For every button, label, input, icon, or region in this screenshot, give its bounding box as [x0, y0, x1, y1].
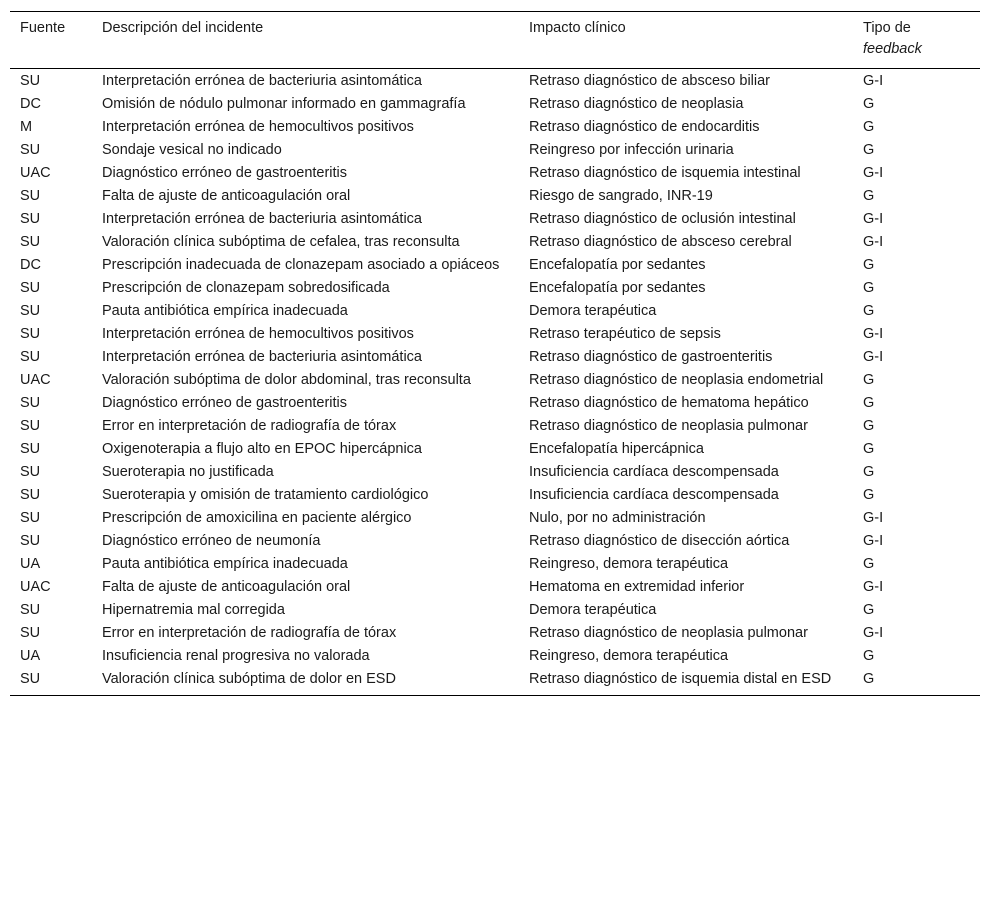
cell-fuente: UAC [20, 372, 51, 388]
cell-descripcion: Diagnóstico erróneo de gastroenteritis [102, 165, 348, 181]
cell-descripcion: Diagnóstico erróneo de neumonía [102, 533, 321, 549]
cell-fuente: SU [20, 280, 41, 296]
cell-tipo: G [863, 303, 875, 319]
cell-fuente: SU [20, 395, 41, 411]
cell-descripcion: Prescripción inadecuada de clonazepam asociado a opiáceos [102, 257, 500, 273]
cell-tipo: G [863, 441, 875, 457]
cell-impacto: Retraso diagnóstico de neoplasia pulmonar [529, 625, 808, 641]
table-row [10, 668, 980, 696]
cell-impacto: Retraso diagnóstico de absceso cerebral [529, 234, 792, 250]
cell-descripcion: Prescripción de clonazepam sobredosificada [102, 280, 390, 296]
table-row [10, 369, 980, 392]
cell-impacto: Retraso diagnóstico de hematoma hepático [529, 395, 809, 411]
cell-fuente: SU [20, 625, 41, 641]
cell-tipo: G-I [863, 533, 884, 549]
cell-impacto: Retraso diagnóstico de absceso biliar [529, 73, 770, 89]
cell-descripcion: Sondaje vesical no indicado [102, 142, 282, 158]
cell-tipo: G [863, 671, 875, 687]
cell-tipo: G [863, 280, 875, 296]
table-row [10, 392, 980, 415]
cell-tipo: G [863, 556, 875, 572]
cell-fuente: SU [20, 142, 41, 158]
table-row [10, 254, 980, 277]
table-row [10, 461, 980, 484]
cell-fuente: SU [20, 487, 41, 503]
table-row [10, 599, 980, 622]
cell-tipo: G-I [863, 349, 884, 365]
cell-tipo: G [863, 257, 875, 273]
cell-impacto: Reingreso, demora terapéutica [529, 556, 729, 572]
cell-descripcion: Valoración subóptima de dolor abdominal, tras reconsulta [102, 372, 471, 388]
cell-fuente: M [20, 119, 33, 135]
cell-tipo: G [863, 96, 875, 112]
cell-impacto: Retraso diagnóstico de disección aórtica [529, 533, 790, 549]
header-fuente: Fuente [20, 20, 66, 36]
cell-descripcion: Falta de ajuste de anticoagulación oral [102, 579, 351, 595]
cell-impacto: Insuficiencia cardíaca descompensada [529, 464, 779, 480]
table-row [10, 93, 980, 116]
cell-impacto: Retraso diagnóstico de endocarditis [529, 119, 760, 135]
cell-tipo: G-I [863, 234, 884, 250]
cell-fuente: SU [20, 303, 41, 319]
cell-tipo: G [863, 464, 875, 480]
table-row [10, 438, 980, 461]
table-row [10, 553, 980, 576]
cell-descripcion: Falta de ajuste de anticoagulación oral [102, 188, 351, 204]
cell-tipo: G [863, 395, 875, 411]
cell-tipo: G-I [863, 165, 884, 181]
cell-tipo: G [863, 188, 875, 204]
cell-descripcion: Error en interpretación de radiografía de tórax [102, 625, 397, 641]
header-tipo-line2: feedback [863, 41, 922, 57]
table-row [10, 116, 980, 139]
cell-fuente: SU [20, 188, 41, 204]
header-impacto: Impacto clínico [529, 20, 626, 36]
table-body [10, 69, 980, 696]
header-descripcion: Descripción del incidente [102, 20, 264, 36]
cell-tipo: G-I [863, 625, 884, 641]
table-row [10, 300, 980, 323]
cell-fuente: SU [20, 234, 41, 250]
cell-descripcion: Diagnóstico erróneo de gastroenteritis [102, 395, 348, 411]
table-header [10, 12, 980, 69]
table-row [10, 69, 980, 94]
cell-impacto: Retraso diagnóstico de neoplasia pulmonar [529, 418, 808, 434]
table-row [10, 323, 980, 346]
cell-descripcion: Pauta antibiótica empírica inadecuada [102, 303, 348, 319]
cell-fuente: UAC [20, 165, 51, 181]
cell-descripcion: Hipernatremia mal corregida [102, 602, 285, 618]
cell-tipo: G [863, 648, 875, 664]
table-row [10, 208, 980, 231]
table-row [10, 484, 980, 507]
cell-descripcion: Interpretación errónea de bacteriuria asintomática [102, 73, 422, 89]
table-row [10, 415, 980, 438]
cell-tipo: G-I [863, 326, 884, 342]
cell-descripcion: Interpretación errónea de bacteriuria asintomática [102, 211, 422, 227]
cell-impacto: Riesgo de sangrado, INR-19 [529, 188, 713, 204]
table-row [10, 139, 980, 162]
table-row [10, 346, 980, 369]
cell-impacto: Retraso diagnóstico de gastroenteritis [529, 349, 773, 365]
cell-descripcion: Interpretación errónea de hemocultivos positivos [102, 326, 414, 342]
cell-tipo: G [863, 372, 875, 388]
cell-tipo: G [863, 487, 875, 503]
cell-impacto: Retraso diagnóstico de isquemia distal en ESD [529, 671, 832, 687]
cell-fuente: SU [20, 211, 41, 227]
cell-descripcion: Interpretación errónea de bacteriuria asintomática [102, 349, 422, 365]
cell-descripcion: Error en interpretación de radiografía de tórax [102, 418, 397, 434]
cell-tipo: G-I [863, 510, 884, 526]
cell-impacto: Encefalopatía hipercápnica [529, 441, 704, 457]
table-row [10, 507, 980, 530]
cell-fuente: SU [20, 441, 41, 457]
table-row [10, 576, 980, 599]
cell-impacto: Encefalopatía por sedantes [529, 280, 706, 296]
cell-descripcion: Oxigenoterapia a flujo alto en EPOC hipercápnica [102, 441, 422, 457]
table-row [10, 277, 980, 300]
incident-table [10, 11, 980, 696]
cell-impacto: Reingreso por infección urinaria [529, 142, 734, 158]
cell-fuente: DC [20, 257, 41, 273]
table-row [10, 622, 980, 645]
cell-descripcion: Pauta antibiótica empírica inadecuada [102, 556, 348, 572]
cell-impacto: Retraso terapéutico de sepsis [529, 326, 721, 342]
cell-tipo: G-I [863, 211, 884, 227]
cell-descripcion: Omisión de nódulo pulmonar informado en gammagrafía [102, 96, 466, 112]
cell-impacto: Demora terapéutica [529, 602, 657, 618]
cell-impacto: Retraso diagnóstico de oclusión intestinal [529, 211, 796, 227]
cell-tipo: G [863, 119, 875, 135]
cell-impacto: Nulo, por no administración [529, 510, 706, 526]
cell-impacto: Hematoma en extremidad inferior [529, 579, 745, 595]
table-row [10, 162, 980, 185]
header-tipo [853, 12, 980, 69]
cell-impacto: Encefalopatía por sedantes [529, 257, 706, 273]
cell-impacto: Insuficiencia cardíaca descompensada [529, 487, 779, 503]
cell-fuente: SU [20, 464, 41, 480]
cell-fuente: SU [20, 533, 41, 549]
table-row [10, 530, 980, 553]
cell-descripcion: Valoración clínica subóptima de dolor en ESD [102, 671, 396, 687]
cell-impacto: Demora terapéutica [529, 303, 657, 319]
header-row [10, 12, 980, 69]
cell-tipo: G [863, 142, 875, 158]
cell-descripcion: Prescripción de amoxicilina en paciente alérgico [102, 510, 412, 526]
cell-fuente: SU [20, 510, 41, 526]
cell-tipo: G-I [863, 579, 884, 595]
cell-fuente: DC [20, 96, 41, 112]
cell-fuente: SU [20, 418, 41, 434]
cell-fuente: SU [20, 326, 41, 342]
cell-impacto: Retraso diagnóstico de isquemia intestinal [529, 165, 801, 181]
cell-descripcion: Sueroterapia no justificada [102, 464, 274, 480]
cell-fuente: SU [20, 671, 41, 687]
cell-fuente: SU [20, 349, 41, 365]
cell-fuente: SU [20, 73, 41, 89]
cell-fuente: SU [20, 602, 41, 618]
table-row [10, 231, 980, 254]
cell-fuente: UA [20, 648, 41, 664]
cell-descripcion: Insuficiencia renal progresiva no valorada [102, 648, 370, 664]
cell-impacto: Retraso diagnóstico de neoplasia [529, 96, 744, 112]
cell-descripcion: Interpretación errónea de hemocultivos positivos [102, 119, 414, 135]
cell-descripcion: Valoración clínica subóptima de cefalea, tras reconsulta [102, 234, 460, 250]
table-row [10, 185, 980, 208]
cell-impacto: Retraso diagnóstico de neoplasia endometrial [529, 372, 824, 388]
cell-tipo: G-I [863, 73, 884, 89]
cell-fuente: UAC [20, 579, 51, 595]
cell-impacto: Reingreso, demora terapéutica [529, 648, 729, 664]
cell-tipo: G [863, 602, 875, 618]
cell-fuente: UA [20, 556, 41, 572]
cell-tipo: G [863, 418, 875, 434]
cell-descripcion: Sueroterapia y omisión de tratamiento cardiológico [102, 487, 429, 503]
table-row [10, 645, 980, 668]
header-tipo-line1: Tipo de [863, 20, 911, 36]
